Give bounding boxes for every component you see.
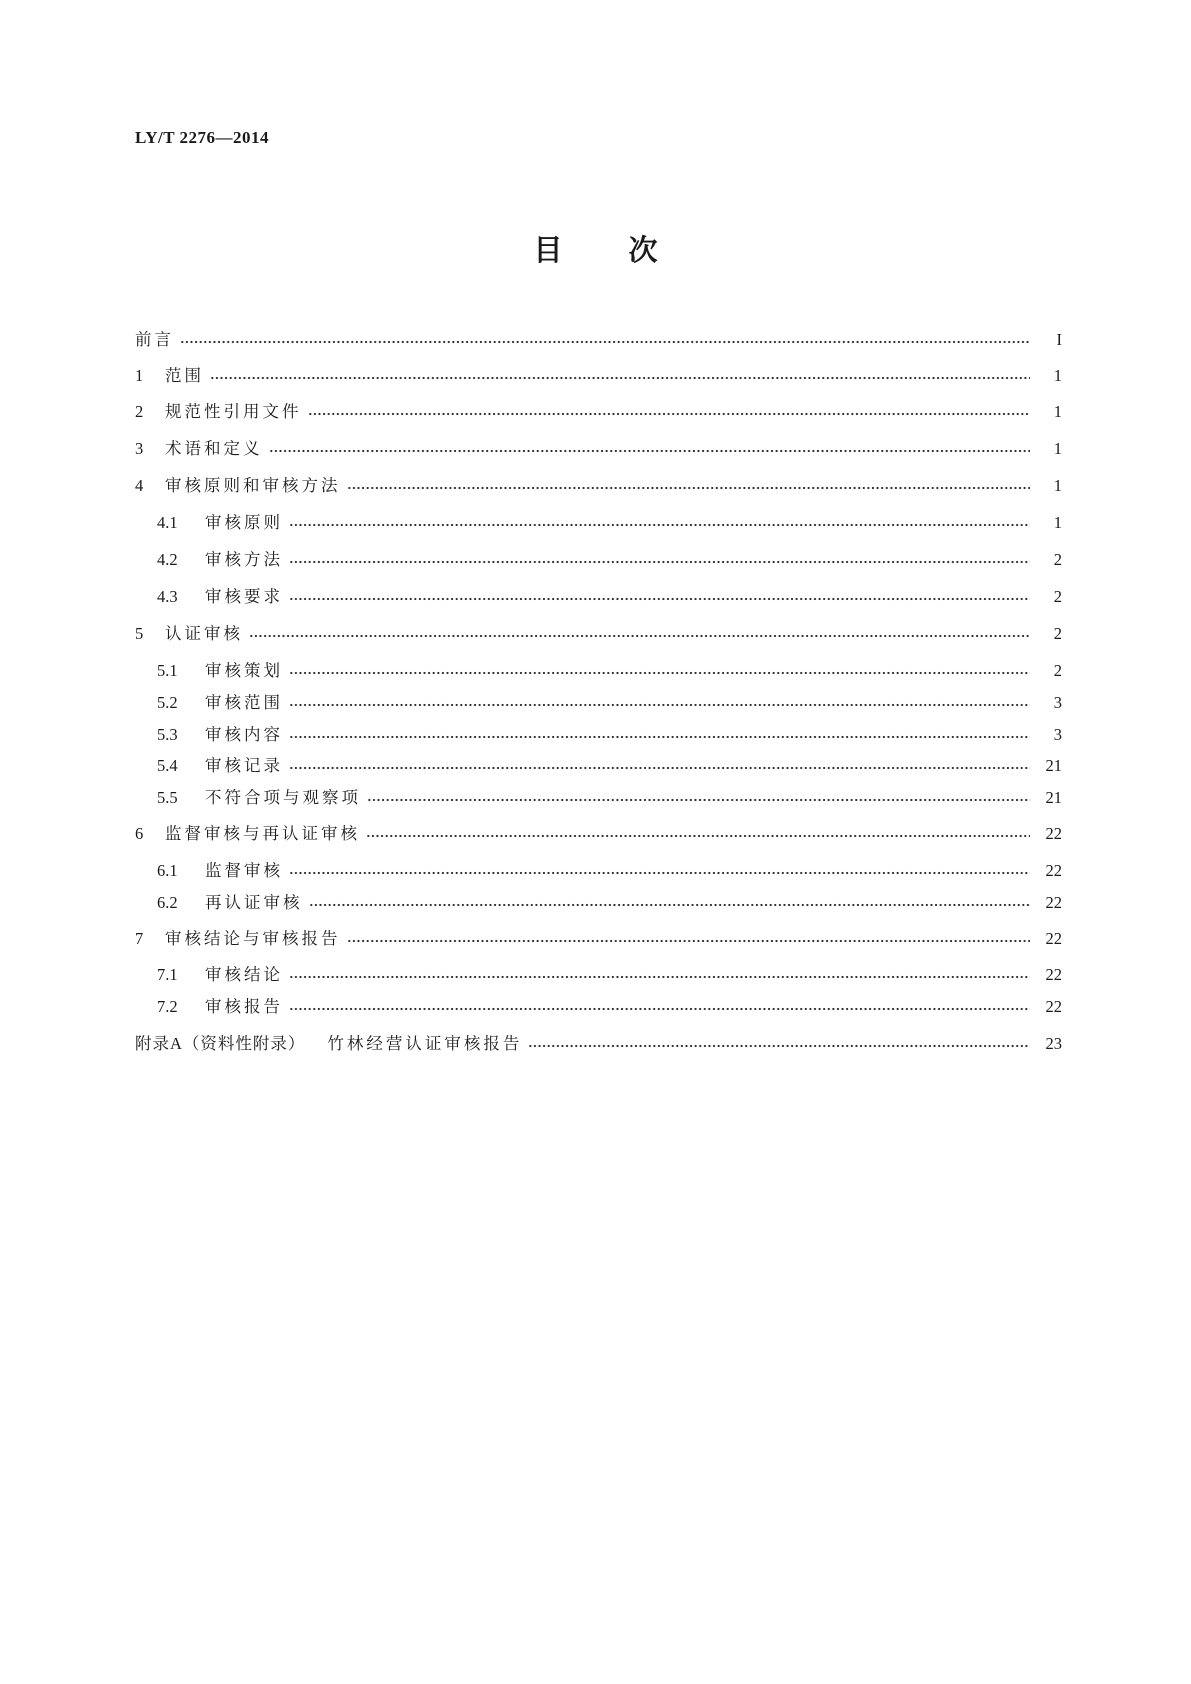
toc-entry-page: 1 bbox=[1053, 476, 1062, 495]
dot-leader bbox=[210, 374, 1030, 382]
toc-entry-number: 4.3 bbox=[157, 587, 178, 606]
dot-leader bbox=[528, 1042, 1030, 1050]
toc-entry bbox=[135, 548, 1062, 572]
toc-entry-page: I bbox=[1056, 330, 1062, 349]
toc-entry-number: 4.2 bbox=[157, 550, 178, 569]
dot-leader bbox=[309, 901, 1031, 909]
toc-entry-page: 22 bbox=[1045, 824, 1062, 843]
toc-entry-title: 再认证审核 bbox=[205, 893, 303, 912]
toc-entry bbox=[135, 822, 1062, 846]
toc-entry bbox=[135, 859, 1062, 883]
dot-leader bbox=[289, 869, 1030, 877]
dot-leader bbox=[289, 521, 1030, 529]
toc-entry bbox=[135, 659, 1062, 683]
toc-entry-title: 审核记录 bbox=[205, 756, 283, 775]
dot-leader bbox=[289, 701, 1030, 709]
toc-entry-number: 5.2 bbox=[157, 693, 178, 712]
dot-leader bbox=[308, 410, 1031, 418]
toc-entry bbox=[135, 754, 1062, 778]
toc-entry-title: 竹林经营认证审核报告 bbox=[327, 1034, 523, 1053]
toc-entry bbox=[135, 328, 1062, 352]
dot-leader bbox=[289, 558, 1030, 566]
dot-leader bbox=[289, 973, 1030, 981]
toc-entry-number: 5 bbox=[135, 624, 144, 643]
toc-entry-page: 22 bbox=[1045, 929, 1062, 948]
toc-entry-number: 5.3 bbox=[157, 725, 178, 744]
toc-entry bbox=[135, 400, 1062, 424]
toc-entry-number: 3 bbox=[135, 439, 144, 458]
toc-entry-page: 22 bbox=[1045, 861, 1062, 880]
dot-leader bbox=[180, 338, 1030, 346]
dot-leader bbox=[289, 595, 1030, 603]
toc-entry-title: 审核结论 bbox=[205, 965, 283, 984]
toc-entry-page: 23 bbox=[1045, 1034, 1062, 1053]
toc-entry-number: 4.1 bbox=[157, 513, 178, 532]
toc-entry-title: 审核原则和审核方法 bbox=[165, 476, 341, 495]
dot-leader bbox=[366, 832, 1030, 840]
toc-entry-title: 前言 bbox=[135, 330, 174, 349]
toc-entry bbox=[135, 364, 1062, 388]
toc-entry-title: 认证审核 bbox=[165, 624, 243, 643]
toc-entry-page: 1 bbox=[1053, 439, 1062, 458]
toc-entry-title: 审核要求 bbox=[205, 587, 283, 606]
toc-entry-page: 1 bbox=[1053, 402, 1062, 421]
toc-entry bbox=[135, 963, 1062, 987]
dot-leader bbox=[289, 764, 1030, 772]
title-char-1: 目 bbox=[533, 233, 563, 267]
toc-entry bbox=[135, 474, 1062, 498]
toc-entry-number: 6.1 bbox=[157, 861, 178, 880]
toc-entry-page: 3 bbox=[1053, 693, 1062, 712]
dot-leader bbox=[269, 447, 1031, 455]
standard-code: LY/T 2276—2014 bbox=[135, 128, 270, 147]
dot-leader bbox=[289, 733, 1030, 741]
title-char-2: 次 bbox=[628, 233, 658, 267]
toc-entry bbox=[135, 995, 1062, 1019]
toc-entry bbox=[135, 585, 1062, 609]
toc-entry-page: 21 bbox=[1045, 756, 1062, 775]
toc-entry-page: 21 bbox=[1045, 788, 1062, 807]
dot-leader bbox=[347, 937, 1031, 945]
toc-entry-number: 6 bbox=[135, 824, 144, 843]
toc-entry-number: 2 bbox=[135, 402, 144, 421]
toc-entry-page: 22 bbox=[1045, 893, 1062, 912]
toc-entry-page: 2 bbox=[1053, 550, 1062, 569]
toc-entry bbox=[135, 1032, 1062, 1056]
dot-leader bbox=[347, 484, 1031, 492]
toc-entry-title: 审核策划 bbox=[205, 661, 283, 680]
toc-entry-title: 审核内容 bbox=[205, 725, 283, 744]
toc-entry-number: 7 bbox=[135, 929, 144, 948]
toc-entry-title: 审核报告 bbox=[205, 997, 283, 1016]
toc-entry bbox=[135, 786, 1062, 810]
dot-leader bbox=[289, 1005, 1030, 1013]
dot-leader bbox=[367, 796, 1030, 804]
toc-entry-page: 1 bbox=[1053, 366, 1062, 385]
toc-entry-page: 22 bbox=[1045, 997, 1062, 1016]
toc-entry bbox=[135, 723, 1062, 747]
toc-entry-number: 附录A（资料性附录） bbox=[135, 1034, 306, 1053]
toc-entry-title: 规范性引用文件 bbox=[165, 402, 302, 421]
toc-entry-page: 3 bbox=[1053, 725, 1062, 744]
toc-entry bbox=[135, 927, 1062, 951]
toc-entry-number: 7.1 bbox=[157, 965, 178, 984]
toc-entry-title: 监督审核与再认证审核 bbox=[165, 824, 360, 843]
toc-entry bbox=[135, 437, 1062, 461]
dot-leader bbox=[289, 669, 1030, 677]
toc-entry-number: 1 bbox=[135, 366, 144, 385]
toc-entry-number: 7.2 bbox=[157, 997, 178, 1016]
toc-entry-page: 22 bbox=[1045, 965, 1062, 984]
toc-entry-page: 2 bbox=[1053, 587, 1062, 606]
toc-entry-title: 审核方法 bbox=[205, 550, 283, 569]
toc-entry-number: 5.1 bbox=[157, 661, 178, 680]
toc-entry-title: 术语和定义 bbox=[165, 439, 263, 458]
toc-entry-title: 审核原则 bbox=[205, 513, 283, 532]
toc-entry-number: 4 bbox=[135, 476, 144, 495]
toc-entry-number: 6.2 bbox=[157, 893, 178, 912]
dot-leader bbox=[249, 632, 1030, 640]
toc-entry bbox=[135, 622, 1062, 646]
toc-entry bbox=[135, 891, 1062, 915]
toc-entry-title: 不符合项与观察项 bbox=[205, 788, 361, 807]
toc-entry-number: 5.5 bbox=[157, 788, 178, 807]
toc-entry bbox=[135, 691, 1062, 715]
toc-entry-title: 范围 bbox=[165, 366, 204, 385]
toc-entry-page: 2 bbox=[1053, 624, 1062, 643]
toc-entry-title: 审核结论与审核报告 bbox=[165, 929, 341, 948]
toc-entry-page: 2 bbox=[1053, 661, 1062, 680]
toc-entry-title: 监督审核 bbox=[205, 861, 283, 880]
toc-entry-page: 1 bbox=[1053, 513, 1062, 532]
toc-entry-number: 5.4 bbox=[157, 756, 178, 775]
toc-entry bbox=[135, 511, 1062, 535]
toc-entry-title: 审核范围 bbox=[205, 693, 283, 712]
